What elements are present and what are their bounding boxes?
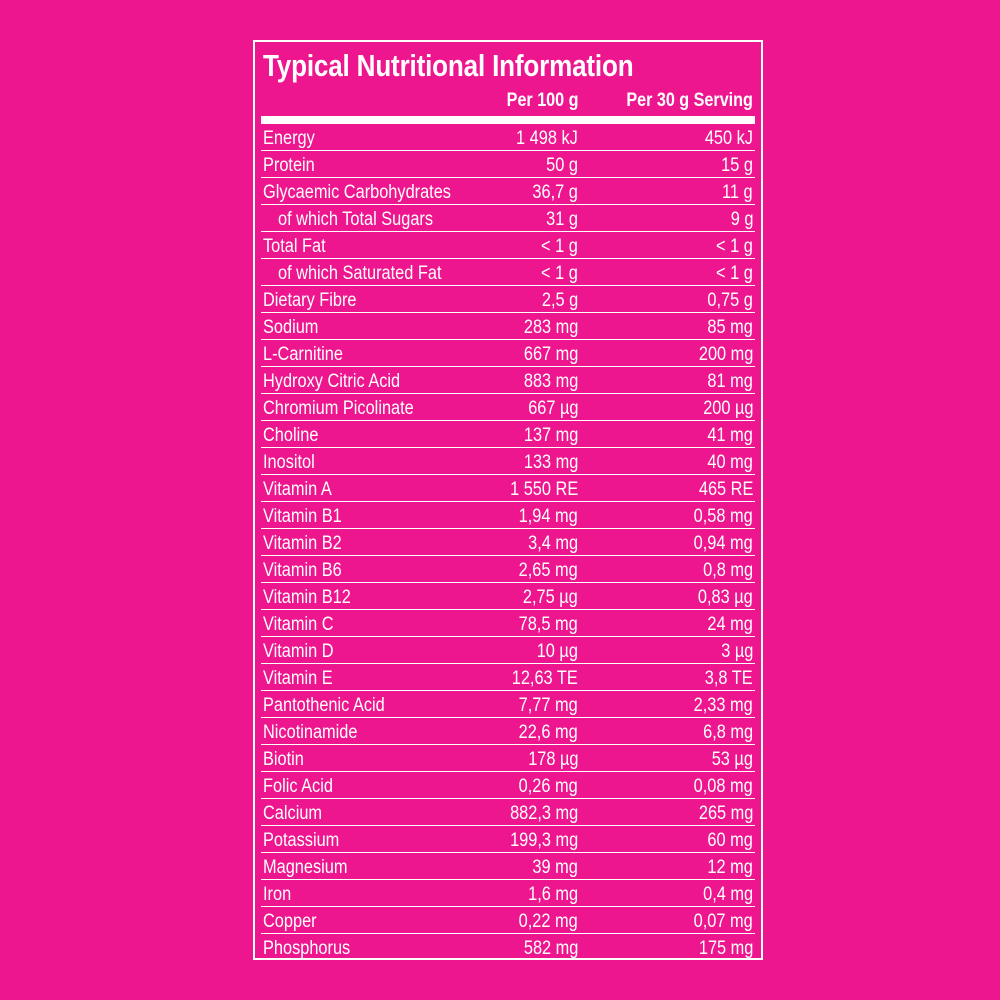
value-per-100g: 22,6 mg (518, 722, 578, 743)
value-per-serving: 0,8 mg (703, 560, 753, 581)
nutrient-name: Vitamin B2 (263, 533, 342, 554)
value-per-100g: 31 g (546, 209, 578, 230)
table-row (261, 934, 755, 961)
table-row (261, 799, 755, 826)
nutrient-name: Dietary Fibre (263, 290, 357, 311)
value-per-100g: 1 550 RE (509, 479, 578, 500)
value-per-serving: 0,83 µg (698, 587, 753, 608)
value-per-serving: 0,58 mg (693, 506, 753, 527)
nutrient-name: of which Saturated Fat (278, 263, 442, 284)
value-per-100g: 883 mg (523, 371, 578, 392)
table-row (261, 178, 755, 205)
nutrient-name: Iron (263, 884, 292, 905)
value-per-100g: 36,7 g (532, 182, 578, 203)
column-header-per-100g: Per 100 g (506, 90, 578, 111)
value-per-100g: 1,6 mg (528, 884, 578, 905)
value-per-100g: 12,63 TE (511, 668, 578, 689)
value-per-serving: 0,07 mg (693, 911, 753, 932)
value-per-serving: 265 mg (698, 803, 753, 824)
nutrient-name: Potassium (263, 830, 340, 851)
table-row (261, 664, 755, 691)
table-row (261, 907, 755, 934)
nutrient-name: Energy (263, 128, 315, 149)
value-per-100g: 582 mg (523, 938, 578, 959)
nutrient-name: Glycaemic Carbohydrates (263, 182, 451, 203)
nutrient-name: Chromium Picolinate (263, 398, 414, 419)
value-per-serving: < 1 g (716, 236, 753, 257)
table-row (261, 691, 755, 718)
value-per-100g: 133 mg (523, 452, 578, 473)
value-per-100g: 50 g (546, 155, 578, 176)
value-per-serving: 0,08 mg (693, 776, 753, 797)
value-per-100g: < 1 g (541, 263, 578, 284)
value-per-serving: 0,75 g (707, 290, 753, 311)
value-per-serving: 40 mg (707, 452, 753, 473)
value-per-100g: < 1 g (541, 236, 578, 257)
nutrient-name: Calcium (263, 803, 323, 824)
value-per-serving: 2,33 mg (693, 695, 753, 716)
nutrition-panel (253, 40, 763, 960)
value-per-serving: 0,4 mg (703, 884, 753, 905)
value-per-100g: 39 mg (532, 857, 578, 878)
value-per-serving: 53 µg (711, 749, 753, 770)
table-row (261, 367, 755, 394)
nutrient-name: Nicotinamide (263, 722, 358, 743)
table-row (261, 556, 755, 583)
value-per-serving: 12 mg (707, 857, 753, 878)
nutrient-name: Pantothenic Acid (263, 695, 385, 716)
table-row (261, 475, 755, 502)
nutrient-name: Biotin (263, 749, 304, 770)
table-row (261, 826, 755, 853)
nutrient-name: Vitamin B6 (263, 560, 342, 581)
value-per-serving: 3 µg (720, 641, 753, 662)
nutrient-name: Sodium (263, 317, 319, 338)
table-row (261, 637, 755, 664)
value-per-serving: 3,8 TE (705, 668, 753, 689)
value-per-100g: 1,94 mg (518, 506, 578, 527)
nutrient-name: of which Total Sugars (278, 209, 434, 230)
value-per-100g: 3,4 mg (528, 533, 578, 554)
table-row (261, 880, 755, 907)
value-per-100g: 78,5 mg (518, 614, 578, 635)
table-row (261, 718, 755, 745)
value-per-serving: 200 mg (698, 344, 753, 365)
value-per-serving: 175 mg (698, 938, 753, 959)
column-header-per-serving: Per 30 g Serving (626, 90, 753, 111)
nutrient-name: Vitamin E (263, 668, 333, 689)
table-row (261, 205, 755, 232)
value-per-100g: 199,3 mg (509, 830, 578, 851)
value-per-serving: 41 mg (707, 425, 753, 446)
nutrient-table (261, 124, 755, 961)
table-row (261, 313, 755, 340)
value-per-serving: 24 mg (707, 614, 753, 635)
value-per-100g: 2,75 µg (523, 587, 578, 608)
table-row (261, 124, 755, 151)
value-per-serving: 11 g (722, 182, 753, 203)
nutrient-name: Vitamin C (263, 614, 334, 635)
value-per-100g: 667 mg (523, 344, 578, 365)
table-row (261, 151, 755, 178)
nutrient-name: Vitamin D (263, 641, 334, 662)
table-row (261, 448, 755, 475)
table-row (261, 340, 755, 367)
value-per-serving: 9 g (730, 209, 753, 230)
value-per-serving: < 1 g (716, 263, 753, 284)
value-per-serving: 60 mg (707, 830, 753, 851)
value-per-100g: 882,3 mg (509, 803, 578, 824)
table-row (261, 259, 755, 286)
nutrient-name: Vitamin A (263, 479, 332, 500)
value-per-serving: 6,8 mg (703, 722, 753, 743)
value-per-100g: 0,22 mg (518, 911, 578, 932)
value-per-100g: 667 µg (527, 398, 578, 419)
value-per-100g: 10 µg (536, 641, 578, 662)
value-per-serving: 0,94 mg (693, 533, 753, 554)
nutrient-name: Vitamin B1 (263, 506, 342, 527)
table-row (261, 286, 755, 313)
nutrient-name: Magnesium (263, 857, 348, 878)
value-per-serving: 450 kJ (704, 128, 753, 149)
table-row (261, 529, 755, 556)
value-per-serving: 200 µg (702, 398, 753, 419)
value-per-100g: 1 498 kJ (516, 128, 578, 149)
value-per-serving: 15 g (721, 155, 753, 176)
header-divider (261, 116, 755, 124)
table-row (261, 394, 755, 421)
value-per-100g: 2,65 mg (518, 560, 578, 581)
table-row (261, 583, 755, 610)
table-row (261, 853, 755, 880)
value-per-serving: 465 RE (698, 479, 753, 500)
value-per-100g: 178 µg (527, 749, 578, 770)
value-per-serving: 85 mg (707, 317, 753, 338)
value-per-100g: 137 mg (523, 425, 578, 446)
table-row (261, 772, 755, 799)
nutrient-name: Folic Acid (263, 776, 333, 797)
nutrient-name: Vitamin B12 (263, 587, 351, 608)
table-row (261, 502, 755, 529)
nutrient-name: Choline (263, 425, 319, 446)
table-row (261, 745, 755, 772)
nutrient-name: Inositol (263, 452, 315, 473)
nutrient-name: L-Carnitine (263, 344, 343, 365)
table-row (261, 421, 755, 448)
value-per-100g: 0,26 mg (518, 776, 578, 797)
nutrient-name: Protein (263, 155, 315, 176)
nutrient-name: Total Fat (263, 236, 326, 257)
nutrient-name: Copper (263, 911, 317, 932)
table-row (261, 610, 755, 637)
value-per-100g: 2,5 g (541, 290, 578, 311)
value-per-100g: 283 mg (523, 317, 578, 338)
value-per-serving: 81 mg (707, 371, 753, 392)
nutrient-name: Phosphorus (263, 938, 351, 959)
table-row (261, 232, 755, 259)
value-per-100g: 7,77 mg (518, 695, 578, 716)
panel-title: Typical Nutritional Information (263, 48, 634, 83)
nutrient-name: Hydroxy Citric Acid (263, 371, 401, 392)
